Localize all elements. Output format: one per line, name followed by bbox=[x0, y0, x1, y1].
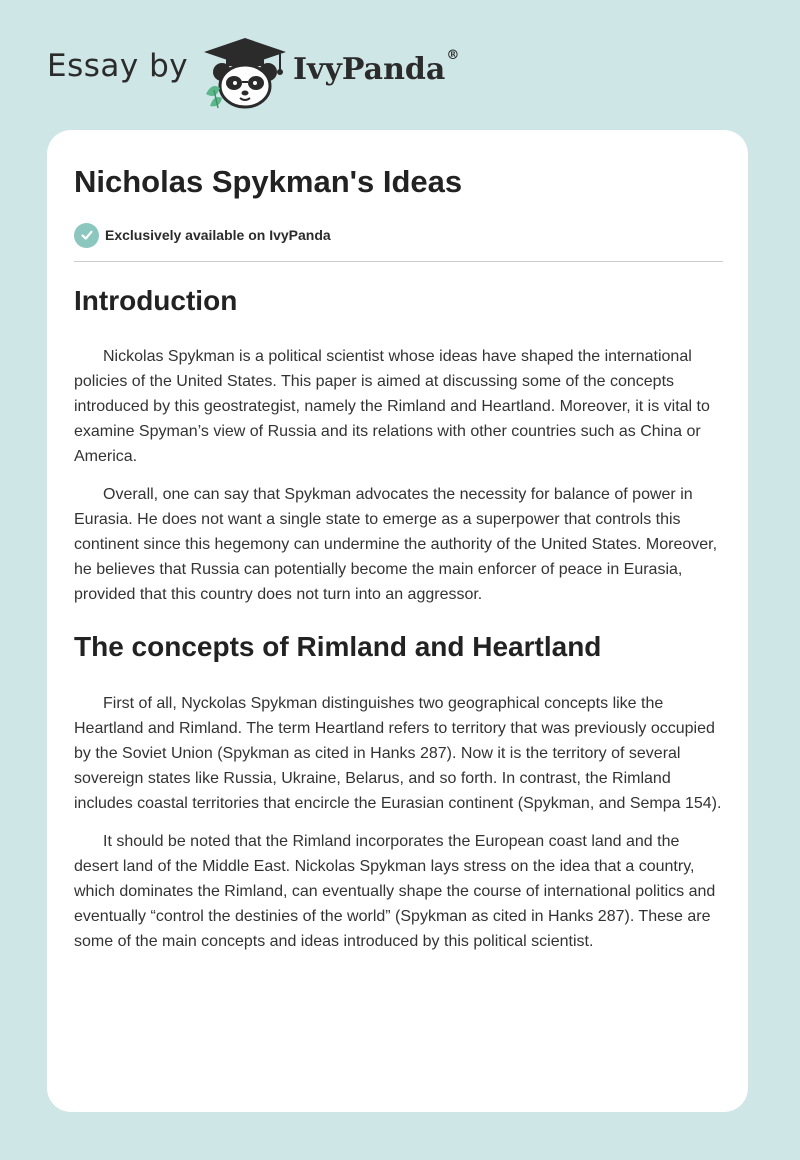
brand-name: IvyPanda bbox=[293, 52, 446, 87]
essay-body bbox=[74, 280, 724, 967]
section-heading-concepts: The concepts of Rimland and Heartland bbox=[74, 631, 602, 662]
essay-card bbox=[47, 130, 748, 1112]
registered-mark: ® bbox=[446, 48, 460, 63]
paragraph: First of all, Nyckolas Spykman distinguishes two geographical concepts like the Heartland and Rimland. The term Heartland refers to territory that was previously occupied by the Soviet Union (Spykman as cited in Hanks 287). Now it is the territory of several sovereign states like Russia, Ukraine, Belarus, and so forth. In contrast, the Rimland includes coastal territories that encircle the Eurasian continent (Spykman, and Sempa 154). bbox=[74, 695, 722, 812]
site-header bbox=[0, 0, 800, 130]
brand-logo[interactable] bbox=[293, 48, 460, 87]
exclusive-badge bbox=[74, 222, 331, 248]
badge-text: Exclusively available on IvyPanda bbox=[105, 227, 331, 243]
panda-graduation-cap-icon[interactable] bbox=[200, 36, 290, 110]
essay-by-label: Essay by bbox=[47, 48, 189, 84]
paragraph: Overall, one can say that Spykman advocates the necessity for balance of power in Eurasia. He does not want a single state to emerge as a superpower that controls this continent since this hegemony can undermine the authority of the United States. Moreover, he believes that Russia can potentially become the main enforcer of peace in Eurasia, provided that this country does not turn into an aggressor. bbox=[74, 486, 718, 603]
page-title: Nicholas Spykman's Ideas bbox=[74, 164, 463, 199]
check-circle-icon bbox=[74, 223, 99, 248]
title-divider bbox=[74, 261, 723, 262]
section-heading-introduction: Introduction bbox=[74, 285, 238, 316]
paragraph: It should be noted that the Rimland incorporates the European coast land and the desert land of the Middle East. Nickolas Spykman lays stress on the idea that a country, which dominates the Rimland, can eventually shape the course of international politics and eventually “control the destinies of the world” (Spykman as cited in Hanks 287). These are some of the main concepts and ideas introduced by this political scientist. bbox=[74, 833, 716, 950]
paragraph: Nickolas Spykman is a political scientist whose ideas have shaped the international policies of the United States. This paper is aimed at discussing some of the concepts introduced by this geostrategist, namely the Rimland and Heartland. Moreover, it is vital to examine Spyman’s view of Russia and its relations with other countries such as China or America. bbox=[74, 348, 710, 465]
